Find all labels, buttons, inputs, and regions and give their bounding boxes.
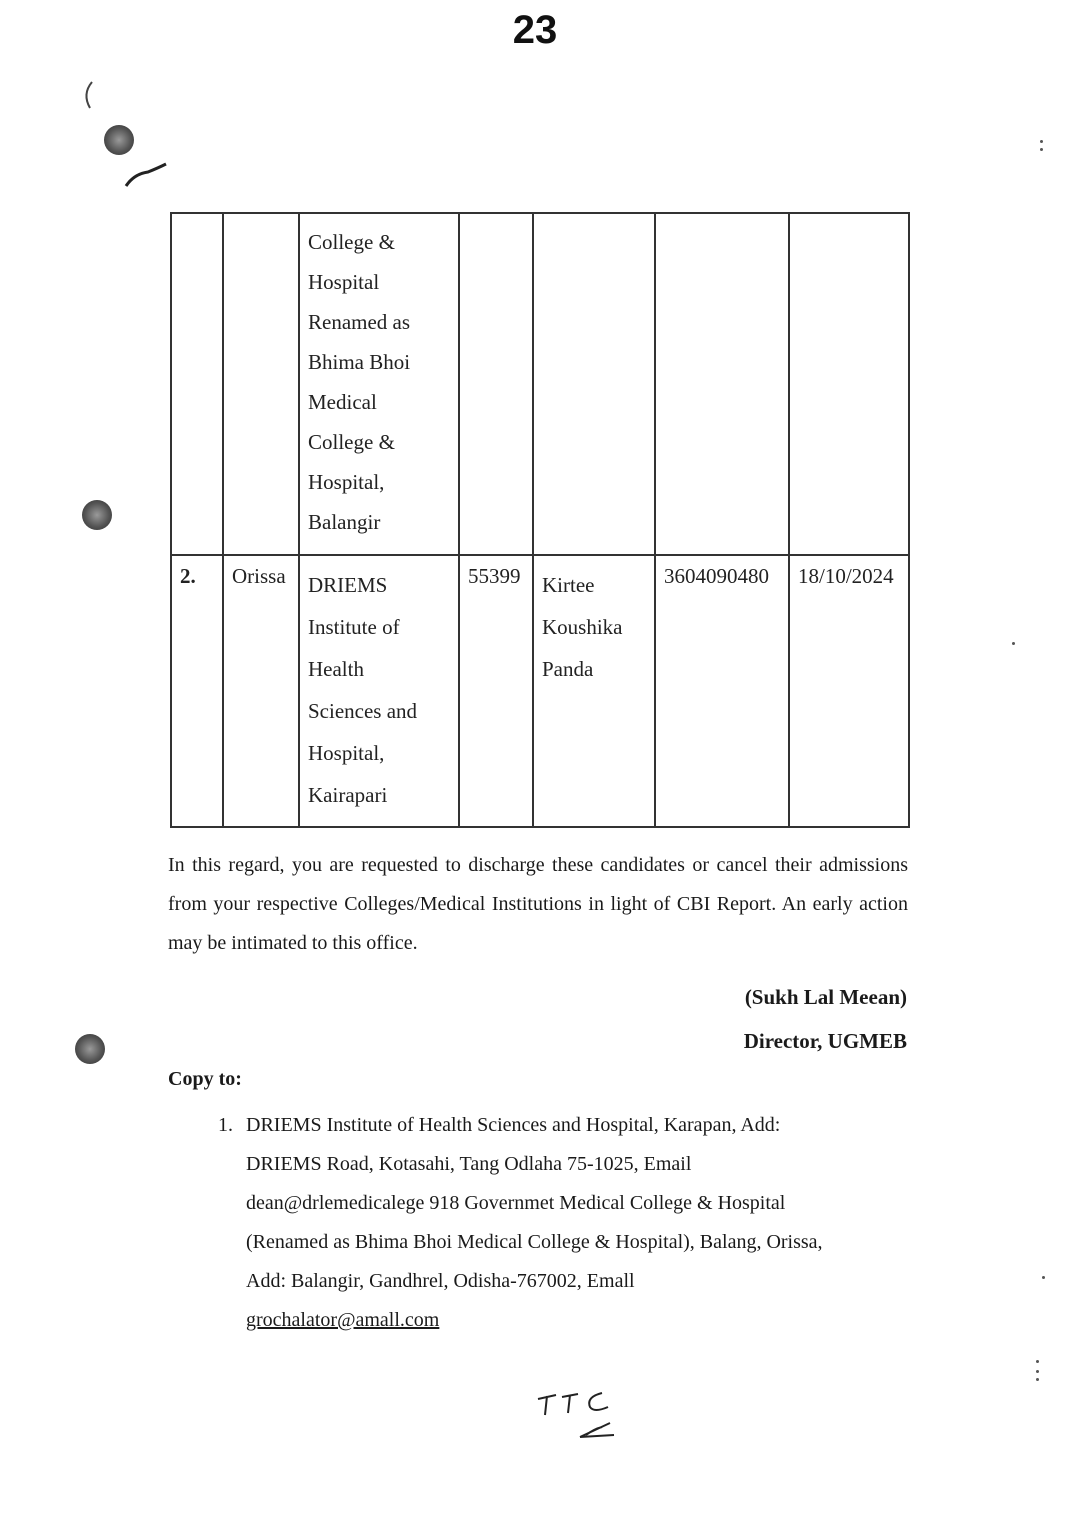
table-row	[171, 213, 909, 555]
cell-roll	[655, 213, 789, 555]
list-item-number: 1.	[218, 1114, 233, 1136]
cell-institute	[299, 555, 459, 827]
cell-institute	[299, 213, 459, 555]
institute-line: Hospital	[308, 270, 380, 294]
scan-speck	[1042, 1276, 1045, 1279]
cell-date	[789, 213, 909, 555]
cell-code	[459, 213, 533, 555]
address-line: dean@drlemedicalege 918 Governmet Medical College & Hospital	[246, 1192, 786, 1214]
cell-state	[223, 213, 299, 555]
address-line: DRIEMS Road, Kotasahi, Tang Odlaha 75-1025, Email	[246, 1153, 692, 1175]
list-item	[246, 1106, 908, 1340]
body-paragraph: In this regard, you are requested to discharge these candidates or cancel their admissions from your respective Colleges/Medical Institutions in light of CBI Report. An early action may be intimated to this office.	[168, 854, 908, 954]
name-line: Kirtee	[542, 573, 595, 597]
address-line: DRIEMS Institute of Health Sciences and Hospital, Karapan, Add:	[246, 1114, 781, 1136]
name-line: Koushika	[542, 615, 623, 639]
cell-name	[533, 213, 655, 555]
table-row	[171, 555, 909, 827]
scan-speck	[1036, 1370, 1039, 1373]
institute-line: Bhima Bhoi	[308, 350, 411, 374]
copy-to-list	[218, 1106, 908, 1340]
page-number: 23	[512, 8, 558, 52]
institute-line: Kairapari	[308, 783, 388, 807]
institute-line: Hospital,	[308, 470, 385, 494]
scan-speck	[1012, 642, 1015, 645]
institute-line: Health	[308, 657, 364, 681]
cell-roll: 3604090480	[655, 555, 789, 827]
institute-line: College &	[308, 430, 395, 454]
scan-speck	[1036, 1360, 1039, 1363]
bracket-mark	[78, 80, 98, 110]
email-link[interactable]: grochalator@amall.com	[246, 1309, 440, 1331]
address-line: (Renamed as Bhima Bhoi Medical College & Hospital), Balang, Orissa,	[246, 1231, 823, 1253]
institute-word: College &	[308, 230, 395, 254]
punch-hole-bottom	[75, 1034, 105, 1064]
institute-line: Balangir	[308, 510, 381, 534]
name-line: Panda	[542, 657, 594, 681]
cell-code: 55399	[459, 555, 533, 827]
pen-stroke-mark	[124, 160, 170, 190]
candidate-table	[170, 212, 910, 828]
institute-line: DRIEMS	[308, 573, 388, 597]
signatory-designation: Director, UGMEB	[743, 1029, 907, 1053]
institute-line: Renamed as	[308, 310, 411, 334]
cell-name	[533, 555, 655, 827]
cell-sno	[171, 213, 223, 555]
scan-speck	[1040, 148, 1043, 151]
copy-to-heading: Copy to:	[168, 1068, 242, 1090]
punch-hole-middle	[82, 500, 112, 530]
address-line: Add: Balangir, Gandhrel, Odisha-767002, Emall	[246, 1270, 635, 1292]
punch-hole-top	[104, 125, 134, 155]
cell-sno: 2.	[171, 555, 223, 827]
institute-line: Institute of	[308, 615, 400, 639]
institute-line: Hospital,	[308, 741, 385, 765]
handwritten-ttc-note	[530, 1385, 630, 1445]
institute-line: Sciences and	[308, 699, 418, 723]
cell-state: Orissa	[223, 555, 299, 827]
cell-date: 18/10/2024	[789, 555, 909, 827]
scan-speck	[1036, 1378, 1039, 1381]
signatory-name: (Sukh Lal Meean)	[744, 985, 907, 1009]
scan-speck	[1040, 140, 1043, 143]
institute-line: Medical	[308, 390, 377, 414]
